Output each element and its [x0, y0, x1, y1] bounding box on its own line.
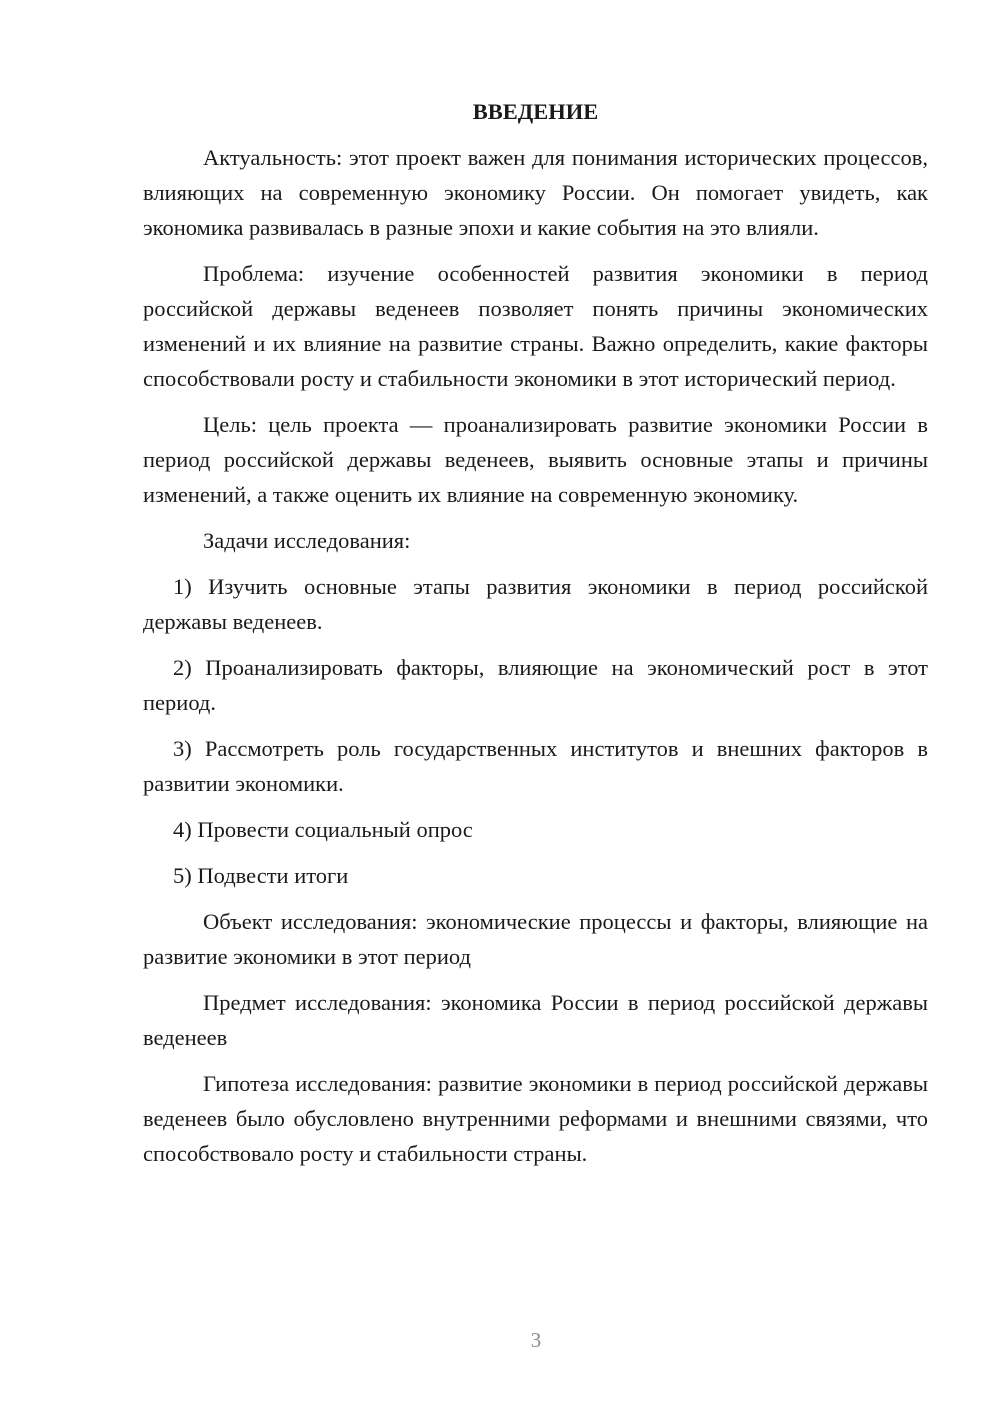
paragraph-hypothesis: Гипотеза исследования: развитие экономики в период российской державы веденеев было обусловлено внутренними реформами и внешними связями, что способствовало росту и стабильности страны.	[143, 1071, 928, 1166]
task-item-2: 2) Проанализировать факторы, влияющие на экономический рост в этот период.	[143, 655, 928, 715]
task-item-1: 1) Изучить основные этапы развития экономики в период российской державы веденеев.	[143, 574, 928, 634]
task-item-4: 4) Провести социальный опрос	[173, 817, 473, 842]
document-page	[143, 94, 928, 1182]
tasks-title: Задачи исследования:	[203, 528, 411, 553]
task-item-5: 5) Подвести итоги	[173, 863, 349, 888]
paragraph-subject: Предмет исследования: экономика России в период российской державы веденеев	[143, 990, 928, 1050]
paragraph-object: Объект исследования: экономические процессы и факторы, влияющие на развитие экономики в этот период	[143, 909, 928, 969]
page-number: 3	[530, 1328, 542, 1352]
paragraph-problem: Проблема: изучение особенностей развития экономики в период российской державы веденеев позволяет понять причины экономических изменений и их влияние на развитие страны. Важно определить, какие факторы способствовали росту и стабильности экономики в этот исторический период.	[143, 261, 928, 391]
paragraph-relevance: Актуальность: этот проект важен для понимания исторических процессов, влияющих на современную экономику России. Он помогает увидеть, как экономика развивалась в разные эпохи и какие события на это влияли.	[143, 145, 928, 240]
section-heading: ВВЕДЕНИЕ	[472, 99, 599, 124]
task-item-3: 3) Рассмотреть роль государственных институтов и внешних факторов в развитии экономики.	[143, 736, 928, 796]
paragraph-goal: Цель: цель проекта — проанализировать развитие экономики России в период российской державы веденеев, выявить основные этапы и причины изменений, а также оценить их влияние на современную экономику.	[143, 412, 928, 507]
